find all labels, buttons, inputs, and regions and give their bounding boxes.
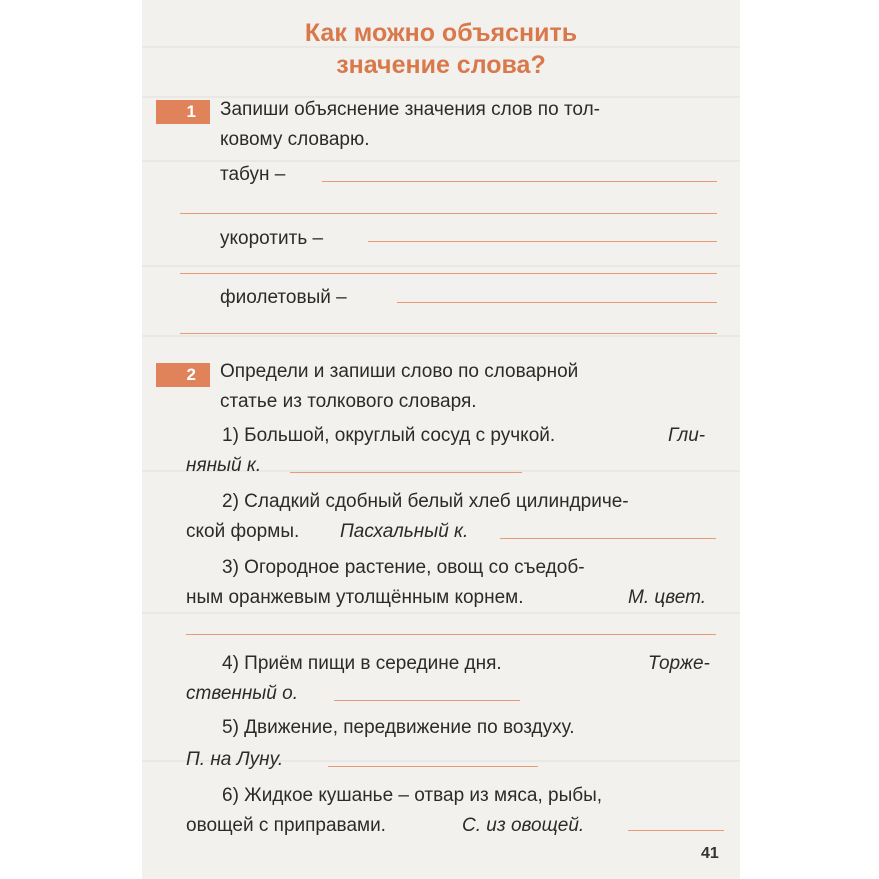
item-6-definition-line-1: 6) Жидкое кушанье – отвар из мяса, рыбы,	[222, 785, 603, 806]
answer-line-item-4[interactable]	[334, 700, 520, 701]
item-6-hint: С. из овощей.	[462, 815, 585, 836]
item-2-definition-line-2: ской формы.	[186, 521, 300, 542]
item-5-definition: 5) Движение, передвижение по воздуху.	[222, 717, 575, 738]
exercise-1-number: 1	[156, 100, 210, 124]
answer-line-tabun[interactable]	[322, 181, 717, 182]
item-2-definition-line-1: 2) Сладкий сдобный белый хлеб цилиндриче-	[222, 491, 629, 512]
answer-line-fioletovyi-2[interactable]	[180, 333, 717, 334]
word-label-tabun: табун –	[220, 164, 286, 185]
item-4-hint-end: ственный о.	[186, 683, 298, 704]
exercise-1-instruction-line-1: Запиши объяснение значения слов по тол-	[220, 99, 600, 120]
item-4-hint-start: Торже-	[648, 653, 710, 674]
bleed-through	[142, 612, 740, 614]
item-1-definition: 1) Большой, округлый сосуд с ручкой.	[222, 425, 556, 446]
word-label-fioletovyi: фиолетовый –	[220, 287, 347, 308]
item-5-hint: П. на Луну.	[186, 749, 284, 770]
answer-line-fioletovyi[interactable]	[397, 302, 717, 303]
bleed-through	[142, 160, 740, 162]
exercise-1-instruction-line-2: ковому словарю.	[220, 129, 370, 150]
item-3-hint: М. цвет.	[628, 587, 706, 608]
page-title-line-1: Как можно объяснить	[304, 19, 578, 47]
word-label-ukorotit: укоротить –	[220, 228, 324, 249]
answer-line-ukorotit[interactable]	[368, 241, 717, 242]
answer-line-item-6[interactable]	[628, 830, 724, 831]
answer-line-item-3[interactable]	[186, 634, 716, 635]
exercise-2-number: 2	[156, 363, 210, 387]
exercise-2-instruction-line-2: статье из толкового словаря.	[220, 391, 477, 412]
item-2-hint: Пасхальный к.	[340, 521, 469, 542]
bleed-through	[142, 335, 740, 337]
page-number: 41	[701, 845, 719, 862]
answer-line-ukorotit-2[interactable]	[180, 273, 717, 274]
bleed-through	[142, 265, 740, 267]
item-4-definition: 4) Приём пищи в середине дня.	[222, 653, 502, 674]
item-6-definition-line-2: овощей с приправами.	[186, 815, 386, 836]
item-3-definition-line-2: ным оранжевым утолщённым корнем.	[186, 587, 524, 608]
page-title-line-2: значение слова?	[336, 51, 546, 79]
answer-line-item-1[interactable]	[290, 472, 522, 473]
item-3-definition-line-1: 3) Огородное растение, овощ со съедоб-	[222, 557, 585, 578]
answer-line-tabun-2[interactable]	[180, 213, 717, 214]
exercise-2-instruction-line-1: Определи и запиши слово по словарной	[220, 361, 579, 382]
item-1-hint-start: Гли-	[668, 425, 706, 446]
answer-line-item-2[interactable]	[500, 538, 716, 539]
item-1-hint-end: няный к.	[186, 455, 262, 476]
answer-line-item-5[interactable]	[328, 766, 538, 767]
